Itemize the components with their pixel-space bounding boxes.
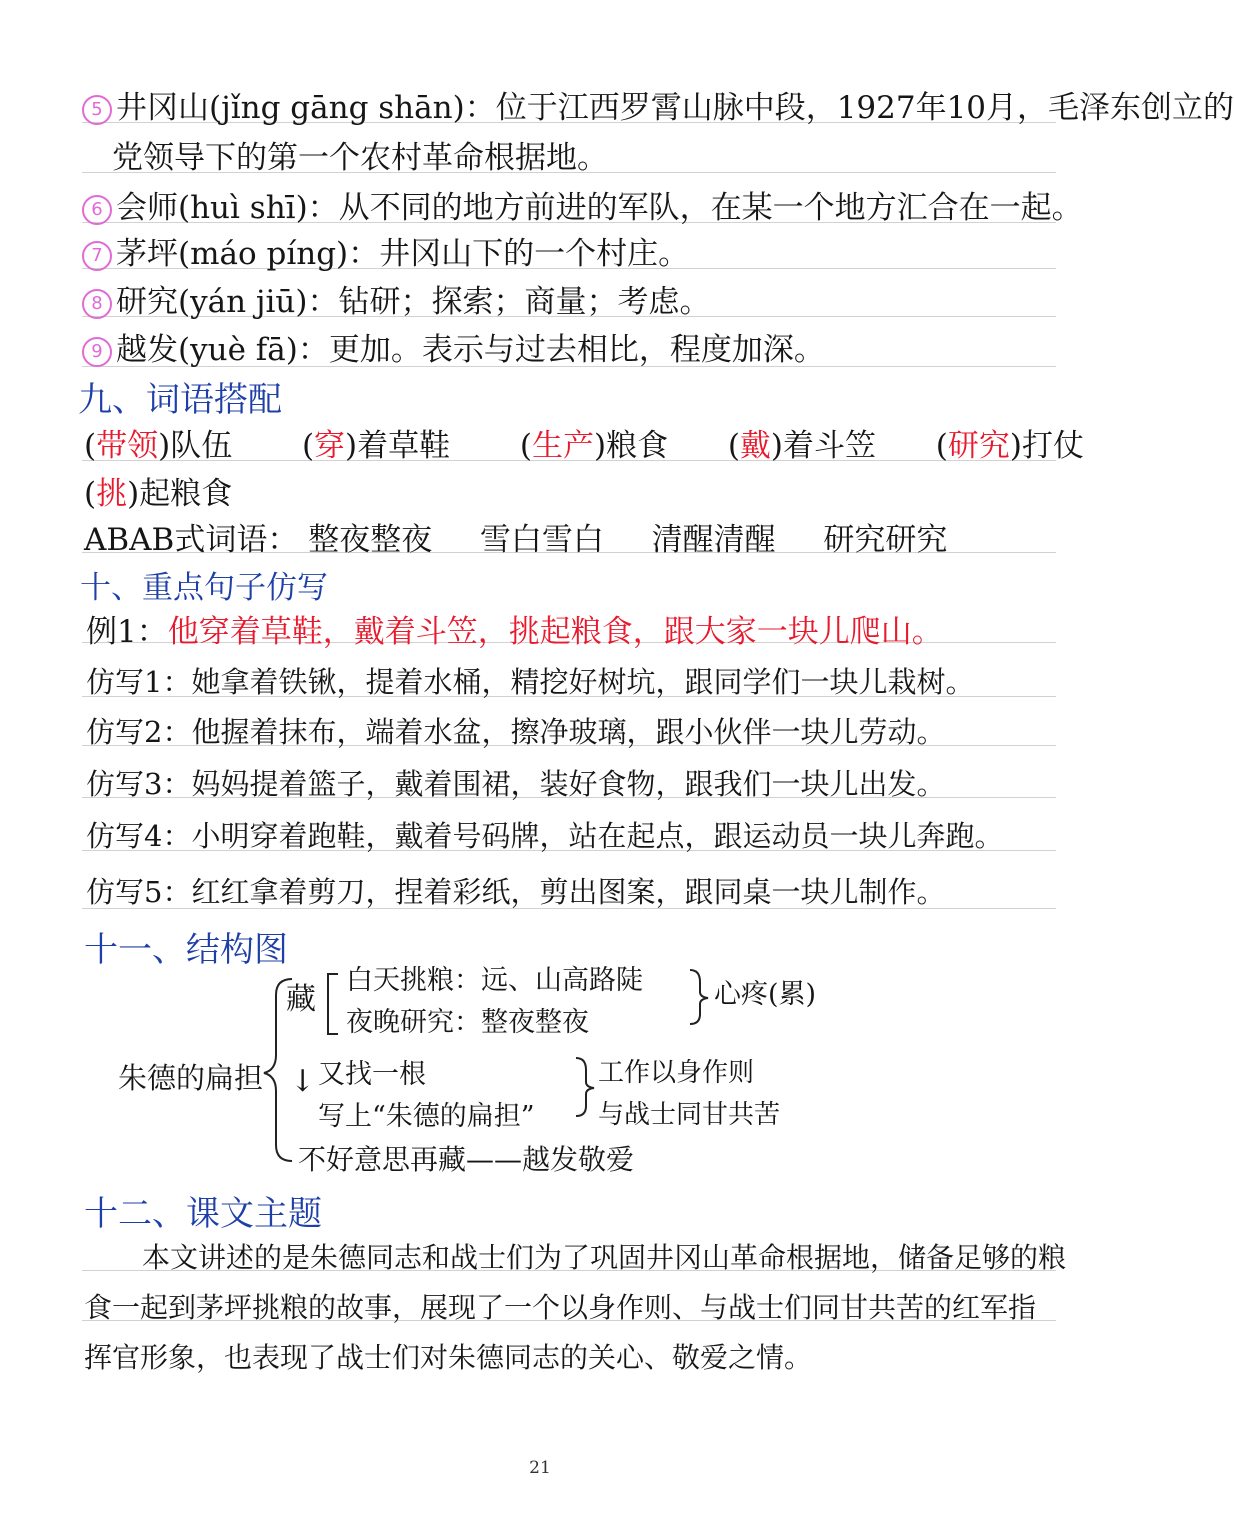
hide-result-brace: [686, 966, 712, 1028]
action-result: 与战士同甘共苦: [598, 1100, 781, 1130]
diagram-end: 不好意思再藏——越发敬爱: [298, 1143, 635, 1176]
collocation-pair: (穿)着草鞋: [301, 428, 451, 464]
hide-bracket: [320, 970, 342, 1040]
collocation-verb: 穿: [314, 428, 346, 464]
imitation-sentence: 仿写1：她拿着铁锹，提着水桶，精挖好树坑，跟同学们一块儿栽树。: [86, 665, 975, 699]
collocation-pair: (戴)着斗笠: [727, 428, 877, 464]
collocation-verb: 研究: [947, 428, 1010, 464]
item-number: 7: [82, 241, 112, 271]
collocation-row: [84, 420, 1084, 465]
vocab-item: [82, 228, 689, 273]
abab-row: [84, 514, 947, 559]
collocation-verb: 带领: [96, 428, 159, 464]
collocation-noun: 打仗: [1021, 428, 1084, 464]
section-title-10: 十、重点句子仿写: [80, 570, 328, 606]
vocab-text: 井冈山(jǐng gāng shān)：位于江西罗霄山脉中段，1927年10月，毛泽东创立的: [116, 90, 1234, 126]
section-title-11: 十一、结构图: [84, 930, 288, 970]
example-label: 例1：: [86, 614, 168, 650]
vocab-item: [82, 182, 1083, 227]
example-sentence: 他穿着草鞋，戴着斗笠，挑起粮食，跟大家一块儿爬山。: [167, 614, 943, 650]
item-number: 8: [82, 289, 112, 319]
collocation-pair: (研究)打仗: [935, 428, 1084, 464]
imitation-sentence: 仿写3：妈妈提着篮子，戴着围裙，装好食物，跟我们一块儿出发。: [86, 767, 946, 801]
vocab-text: 会师(huì shī)：从不同的地方前进的军队，在某一个地方汇合在一起。: [116, 190, 1083, 226]
item-number: 6: [82, 195, 112, 225]
action-result-brace: [572, 1054, 598, 1120]
diagram-root: 朱德的扁担: [118, 1061, 264, 1095]
collocation-noun: 起粮食: [139, 476, 233, 512]
item-number: 9: [82, 337, 112, 367]
theme-line: 本文讲述的是朱德同志和战士们为了巩固井冈山革命根据地，储备足够的粮: [142, 1241, 1067, 1274]
action-branch: 又找一根: [318, 1059, 426, 1090]
vocab-item: [82, 324, 825, 369]
hide-result: 心疼(累): [714, 979, 817, 1010]
imitation-sentence: 仿写5：红红拿着剪刀，捏着彩纸，剪出图案，跟同桌一块儿制作。: [86, 875, 946, 909]
imitation-sentence: 仿写2：他握着抹布，端着水盆，擦净玻璃，跟小伙伴一块儿劳动。: [86, 715, 946, 749]
collocation-noun: 粮食: [606, 428, 669, 464]
collocation-noun: 着斗笠: [783, 428, 877, 464]
hide-branch: 夜晚研究：整夜整夜: [346, 1007, 589, 1038]
action-branch: 写上“朱德的扁担”: [318, 1101, 535, 1132]
abab-word: 整夜整夜: [308, 522, 433, 558]
section-title-12: 十二、课文主题: [84, 1194, 322, 1234]
example-row: [86, 606, 943, 651]
action-result: 工作以身作则: [598, 1058, 755, 1088]
vocab-item: [82, 82, 1234, 127]
theme-line: 食一起到茅坪挑粮的故事，展现了一个以身作则、与战士们同甘共苦的红军指: [84, 1291, 1037, 1324]
item-number: 5: [82, 95, 112, 125]
collocation-pair: (挑)起粮食: [84, 476, 233, 512]
hide-branch: 白天挑粮：远、山高路陡: [346, 965, 643, 996]
abab-word: 清醒清醒: [651, 522, 776, 558]
vocab-item: [82, 276, 711, 321]
abab-word: 雪白雪白: [479, 522, 604, 558]
collocation-noun: 队伍: [170, 428, 233, 464]
collocation-pair: (带领)队伍: [84, 428, 233, 464]
vocab-text: 茅坪(máo píng)：井冈山下的一个村庄。: [116, 236, 690, 272]
collocation-pair: (生产)粮食: [519, 428, 669, 464]
vocab-text: 越发(yuè fā)：更加。表示与过去相比，程度加深。: [116, 332, 825, 368]
section-title-9: 九、词语搭配: [78, 380, 282, 420]
down-arrow-icon: ↓: [290, 1064, 316, 1099]
collocation-verb: 戴: [739, 428, 771, 464]
abab-label: ABAB式词语：: [84, 522, 299, 558]
collocation-noun: 着草鞋: [357, 428, 451, 464]
vocab-text-cont: 党领导下的第一个农村革命根据地。: [112, 140, 608, 176]
imitation-sentence: 仿写4：小明穿着跑鞋，戴着号码牌，站在起点，跟运动员一块儿奔跑。: [86, 819, 1004, 853]
collocation-verb: 生产: [531, 428, 594, 464]
vocab-text: 研究(yán jiū)：钻研；探索；商量；考虑。: [116, 284, 711, 320]
collocation-verb: 挑: [96, 476, 128, 512]
abab-word: 研究研究: [823, 522, 948, 558]
theme-line: 挥官形象，也表现了战士们对朱德同志的关心、敬爱之情。: [84, 1341, 813, 1374]
page-number: 21: [529, 1458, 551, 1478]
collocation-row: [84, 468, 232, 513]
hide-label: 藏: [286, 982, 316, 1017]
